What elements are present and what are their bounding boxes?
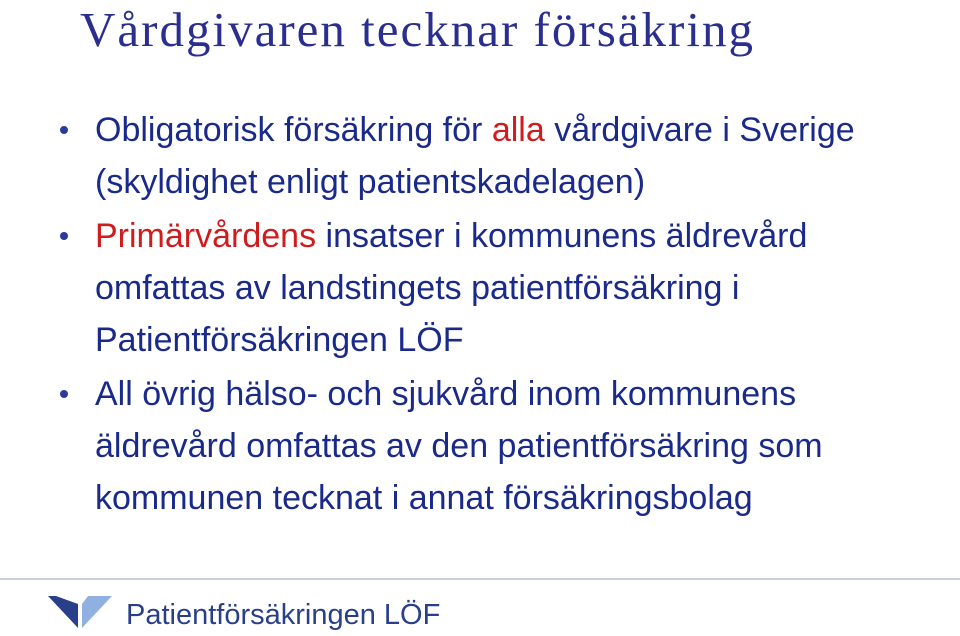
footer-brand-name: Patientförsäkringen LÖF: [126, 599, 441, 631]
lof-logo-icon: [48, 594, 114, 630]
bullet-accent-text: Primärvårdens: [95, 217, 317, 255]
slide-title: Vårdgivaren tecknar försäkring: [80, 2, 755, 57]
bullet-item: [57, 210, 937, 366]
bullet-text: insatser i kommunens äldrevård omfattas av landstingets patientförsäkring i Patientförsäkringen LÖF: [95, 217, 808, 359]
footer-divider: [0, 578, 960, 580]
bullet-dot-icon: [60, 232, 68, 240]
bullet-dot-icon: [60, 390, 68, 398]
bullet-item: [57, 104, 937, 208]
bullet-accent-text: alla: [491, 111, 545, 149]
bullet-text: All övrig hälso- och sjukvård inom kommunens äldrevård omfattas av den patientförsäkring som kommunen tecknat i annat försäkringsbolag: [95, 375, 823, 517]
bullet-item: [57, 368, 937, 524]
bullet-text: vårdgivare i Sverige (skyldighet enligt patientskadelagen): [95, 111, 855, 201]
bullet-text: Obligatorisk försäkring för: [95, 111, 492, 149]
bullet-list: [57, 104, 937, 526]
bullet-dot-icon: [60, 126, 68, 134]
